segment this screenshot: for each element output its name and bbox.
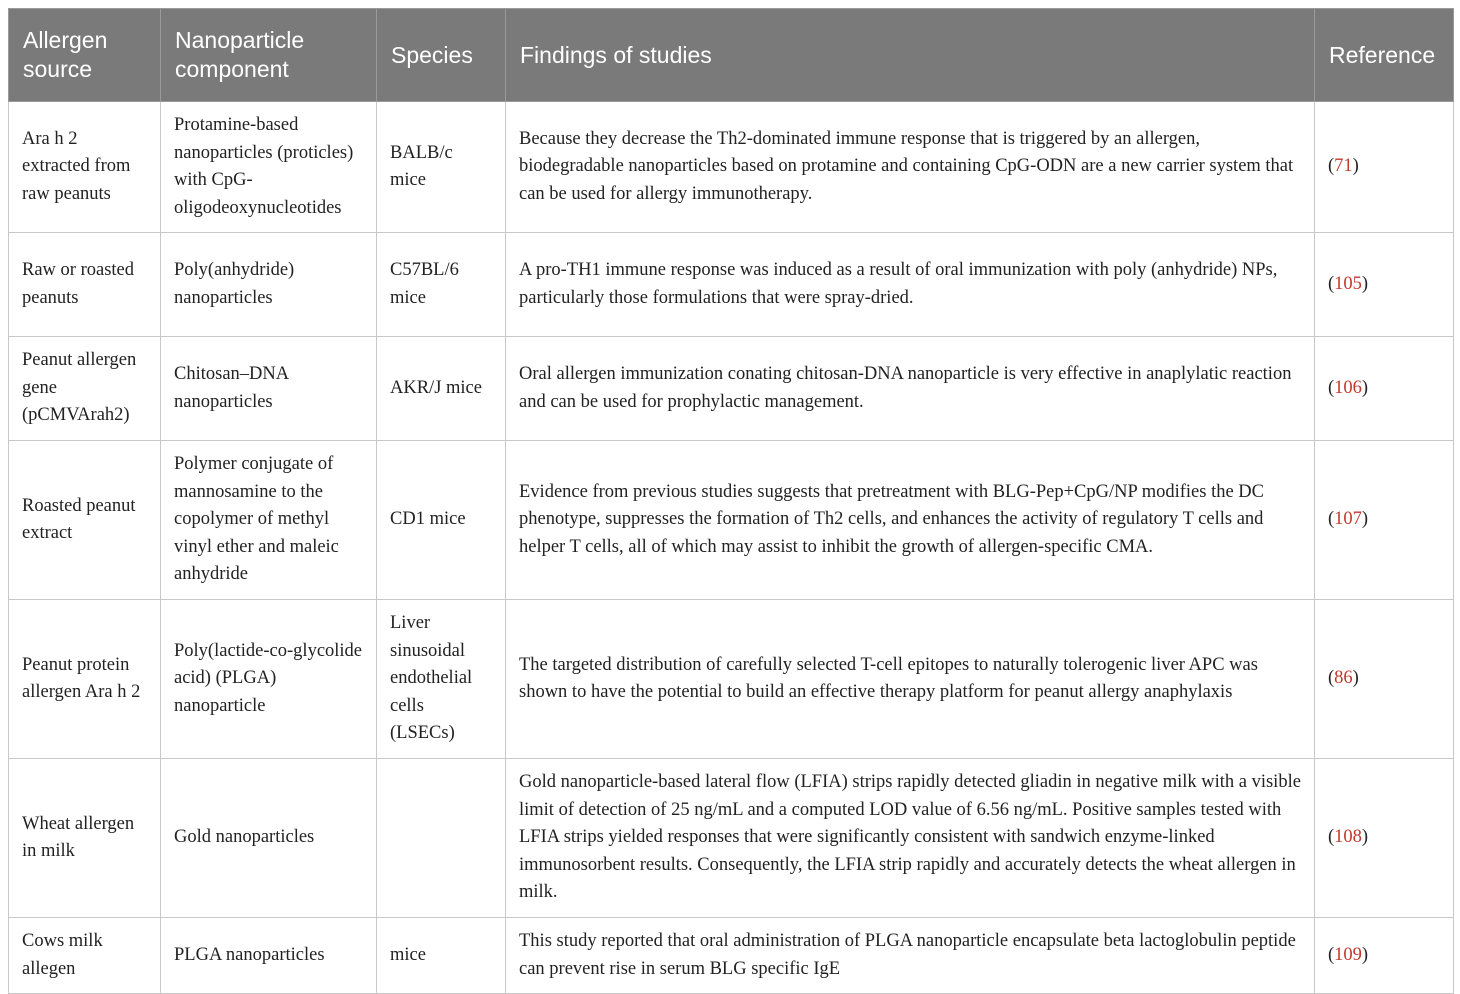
reference-link[interactable]: 106 — [1334, 377, 1362, 398]
cell-nanoparticle-component: Protamine-based nanoparticles (proticles) with CpG-oligodeoxynucleotides — [161, 102, 377, 233]
cell-reference: (107) — [1315, 441, 1454, 600]
cell-findings: A pro-TH1 immune response was induced as a result of oral immunization with poly (anhydride) NPs, particularly those formulations that were spray-dried. — [506, 233, 1315, 337]
cell-allergen-source: Wheat allergen in milk — [9, 759, 161, 918]
reference-link[interactable]: 108 — [1334, 827, 1362, 848]
cell-allergen-source: Raw or roasted peanuts — [9, 233, 161, 337]
header-allergen-source: Allergen source — [9, 9, 161, 102]
cell-nanoparticle-component: Chitosan–DNA nanoparticles — [161, 337, 377, 441]
table-row — [9, 441, 1454, 600]
cell-reference: (105) — [1315, 233, 1454, 337]
cell-reference: (109) — [1315, 918, 1454, 994]
cell-allergen-source: Peanut allergen gene (pCMVArah2) — [9, 337, 161, 441]
cell-reference: (106) — [1315, 337, 1454, 441]
header-species: Species — [377, 9, 506, 102]
cell-allergen-source: Peanut protein allergen Ara h 2 — [9, 600, 161, 759]
table-row — [9, 918, 1454, 994]
cell-nanoparticle-component: Gold nanoparticles — [161, 759, 377, 918]
header-nanoparticle-component: Nanoparticle component — [161, 9, 377, 102]
cell-nanoparticle-component: Polymer conjugate of mannosamine to the copolymer of methyl vinyl ether and maleic anhydride — [161, 441, 377, 600]
cell-findings: Evidence from previous studies suggests that pretreatment with BLG-Pep+CpG/NP modifies the DC phenotype, suppresses the formation of Th2 cells, and enhances the activity of regulatory T cells and helper T cells, all of which may assist to inhibit the growth of allergen-specific CMA. — [506, 441, 1315, 600]
cell-nanoparticle-component: Poly(anhydride) nanoparticles — [161, 233, 377, 337]
cell-species: BALB/c mice — [377, 102, 506, 233]
cell-allergen-source: Ara h 2 extracted from raw peanuts — [9, 102, 161, 233]
cell-findings: Gold nanoparticle-based lateral flow (LFIA) strips rapidly detected gliadin in negative milk with a visible limit of detection of 25 ng/mL and a computed LOD value of 6.56 ng/mL. Positive samples tested with LFIA strips yielded responses that were significantly consistent with sandwich enzyme-linked immunosorbent results. Consequently, the LFIA strip rapidly and accurately detects the wheat allergen in milk. — [506, 759, 1315, 918]
cell-species: AKR/J mice — [377, 337, 506, 441]
cell-reference: (71) — [1315, 102, 1454, 233]
header-reference: Reference — [1315, 9, 1454, 102]
table-row — [9, 600, 1454, 759]
cell-reference: (86) — [1315, 600, 1454, 759]
table-row — [9, 337, 1454, 441]
table-row — [9, 102, 1454, 233]
cell-reference: (108) — [1315, 759, 1454, 918]
cell-findings: Oral allergen immunization conating chitosan-DNA nanoparticle is very effective in anaplylatic reaction and can be used for prophylactic management. — [506, 337, 1315, 441]
cell-findings: The targeted distribution of carefully selected T-cell epitopes to naturally tolerogenic liver APC was shown to have the potential to build an effective therapy platform for peanut allergy anaphylaxis — [506, 600, 1315, 759]
table-header — [9, 9, 1454, 102]
cell-nanoparticle-component: Poly(lactide-co-glycolide acid) (PLGA) nanoparticle — [161, 600, 377, 759]
reference-link[interactable]: 105 — [1334, 273, 1362, 294]
table-row — [9, 233, 1454, 337]
cell-findings: This study reported that oral administration of PLGA nanoparticle encapsulate beta lactoglobulin peptide can prevent rise in serum BLG specific IgE — [506, 918, 1315, 994]
cell-findings: Because they decrease the Th2-dominated immune response that is triggered by an allergen, biodegradable nanoparticles based on protamine and containing CpG-ODN are a new carrier system that can be used for allergy immunotherapy. — [506, 102, 1315, 233]
cell-species: Liver sinusoidal endothelial cells (LSECs) — [377, 600, 506, 759]
header-findings: Findings of studies — [506, 9, 1315, 102]
reference-link[interactable]: 71 — [1334, 156, 1353, 177]
allergen-nanoparticle-table — [8, 8, 1454, 994]
reference-link[interactable]: 107 — [1334, 509, 1362, 530]
header-row — [9, 9, 1454, 102]
cell-species: mice — [377, 918, 506, 994]
cell-species — [377, 759, 506, 918]
cell-species: C57BL/6 mice — [377, 233, 506, 337]
cell-allergen-source: Roasted peanut extract — [9, 441, 161, 600]
table-body — [9, 102, 1454, 994]
cell-nanoparticle-component: PLGA nanoparticles — [161, 918, 377, 994]
reference-link[interactable]: 109 — [1334, 944, 1362, 965]
reference-link[interactable]: 86 — [1334, 668, 1353, 689]
cell-species: CD1 mice — [377, 441, 506, 600]
cell-allergen-source: Cows milk allegen — [9, 918, 161, 994]
table-row — [9, 759, 1454, 918]
